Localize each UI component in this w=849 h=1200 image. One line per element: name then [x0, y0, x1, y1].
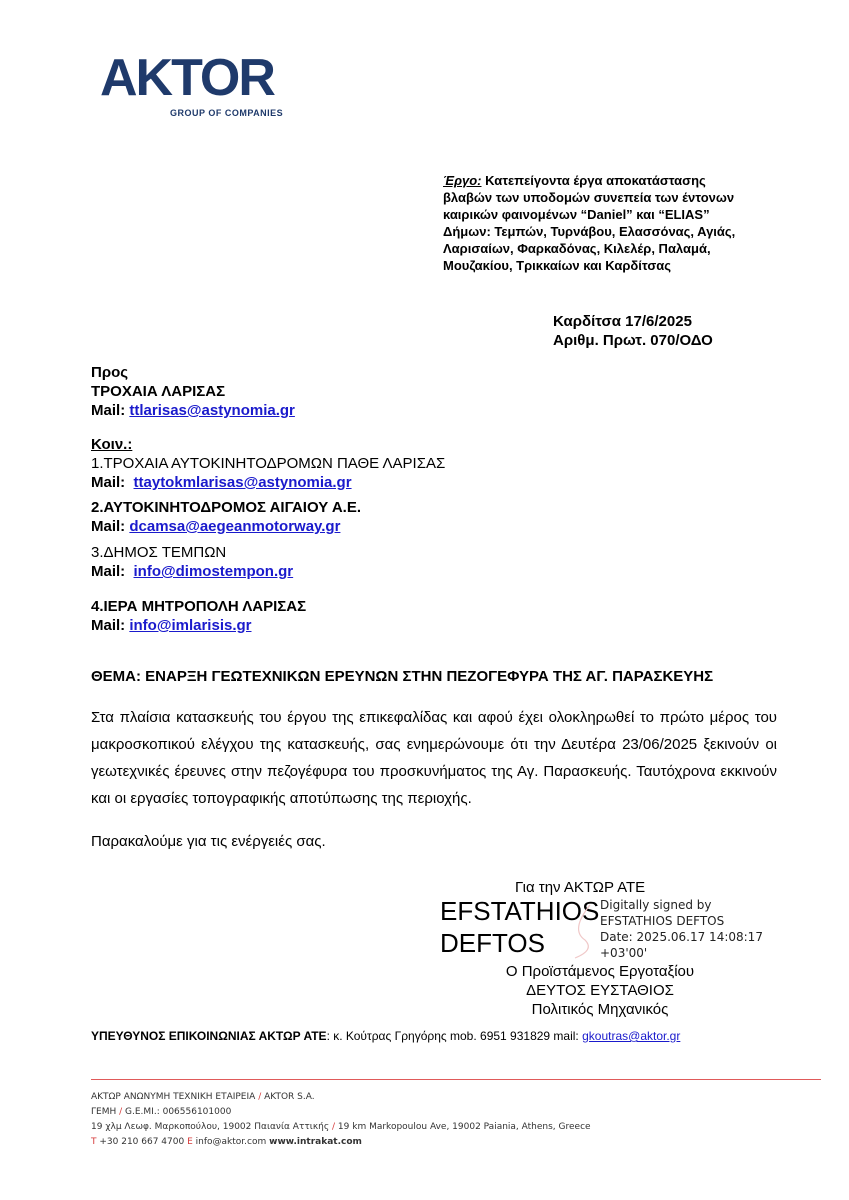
footer-divider — [91, 1079, 821, 1080]
cc-mail-link[interactable]: info@imlarisis.gr — [129, 617, 252, 634]
digital-signature-info — [600, 897, 763, 961]
signature-role-block — [500, 962, 700, 1019]
project-line: βλαβών των υποδομών συνεπεία των έντονων — [443, 190, 735, 205]
cc-mail-link[interactable]: dcamsa@aegeanmotorway.gr — [129, 518, 341, 535]
cc-name: 4.ΙΕΡΑ ΜΗΤΡΟΠΟΛΗ ΛΑΡΙΣΑΣ — [91, 598, 307, 615]
signature-role: Ο Προϊστάμενος Εργοταξίου — [505, 963, 695, 980]
body-text — [91, 704, 777, 812]
project-line: Μουζακίου, Τρικκαίων και Καρδίτσας — [443, 258, 672, 273]
signature-name-line: DEFTOS — [440, 928, 545, 958]
recipient-block: Προς ΤΡΟΧΑΙΑ ΛΑΡΙΣΑΣ Mail: ttlarisas@astynomia.gr — [91, 364, 295, 419]
cc-name: 1.ΤΡΟΧΑΙΑ ΑΥΤΟΚΙΝΗΤΟΔΡΟΜΩΝ ΠΑΘΕ ΛΑΡΙΣΑΣ — [91, 455, 446, 472]
company-logo — [100, 49, 290, 122]
contact-line — [91, 1029, 680, 1043]
cc-mail-link[interactable]: ttaytokmlarisas@astynomia.gr — [133, 474, 352, 491]
footer-address-gr: 19 χλμ Λεωφ. Μαρκοπούλου, 19002 Παιανία Αττικής — [91, 1122, 330, 1132]
mail-label: Mail: — [91, 617, 126, 634]
to-label: Προς — [91, 364, 129, 381]
contact-mail-link[interactable]: gkoutras@aktor.gr — [582, 1029, 681, 1043]
cc-name: 2.ΑΥΤΟΚΙΝΗΤΟΔΡΟΜΟΣ ΑΙΓΑΙΟΥ Α.Ε. — [91, 499, 362, 516]
signature-name-line: EFSTATHIOS — [440, 896, 600, 926]
mail-label: Mail: — [91, 518, 126, 535]
footer-company-en: AKTOR S.A. — [264, 1092, 315, 1102]
logo-tagline: GROUP OF COMPANIES — [170, 108, 284, 118]
cert-line: Digitally signed by — [600, 898, 712, 912]
protocol-number: Αριθμ. Πρωτ. 070/ΟΔΟ — [553, 332, 713, 349]
project-label: Έργο: — [443, 173, 482, 188]
signature-stroke-icon — [560, 900, 600, 960]
recipient-mail-link[interactable]: ttlarisas@astynomia.gr — [129, 402, 295, 419]
footer-gemi-en: G.E.MI.: 006556101000 — [125, 1107, 232, 1117]
cc-mail-link[interactable]: info@dimostempon.gr — [133, 563, 294, 580]
project-line: Δήμων: Τεμπών, Τυρνάβου, Ελασσόνας, Αγιάς, — [443, 224, 736, 239]
project-line: Κατεπείγοντα έργα αποκατάστασης — [485, 173, 706, 188]
signature-title: Πολιτικός Μηχανικός — [531, 1001, 669, 1018]
footer-gemi-gr: ΓΕΜΗ — [91, 1107, 117, 1117]
cc-block — [91, 498, 361, 536]
footer-address-en: 19 km Markopoulou Ave, 19002 Paiania, Athens, Greece — [337, 1122, 591, 1132]
signature-person: ΔΕΥΤΟΣ ΕΥΣΤΑΘΙΟΣ — [526, 982, 674, 999]
date-block — [553, 312, 713, 350]
project-line: Λαρισαίων, Φαρκαδόνας, Κιλελέρ, Παλαμά, — [443, 241, 711, 256]
footer-email: info@aktor.com — [195, 1137, 267, 1147]
footer-phone: +30 210 667 4700 — [99, 1137, 185, 1147]
contact-label: ΥΠΕΥΘΥΝΟΣ ΕΠΙΚΟΙΝΩΝΙΑΣ ΑΚΤΩΡ ΑΤΕ — [91, 1029, 327, 1043]
mail-label: Mail: — [91, 563, 126, 580]
request-text: Παρακαλούμε για τις ενέργειές σας. — [91, 833, 326, 850]
email-label: E — [187, 1137, 193, 1147]
footer: ΑΚΤΩΡ ΑΝΩΝΥΜΗ ΤΕΧΝΙΚΗ ΕΤΑΙΡΕΙΑ / AKTOR S.A. ΓΕΜΗ / G.E.MI.: 006556101000 19 χλμ Λεωφ. Μαρκοπούλου, 19002 Παιανία Αττικής / 19 km Markopoulou Ave, 19002 Paiania, Athens, Greece T +30 210 667 4700 E info@aktor.com www.intrakat.com — [91, 1092, 591, 1147]
cc-block — [91, 543, 293, 581]
footer-website[interactable]: www.intrakat.com — [269, 1137, 362, 1147]
cert-line: +03'00' — [600, 946, 648, 960]
cert-line: Date: 2025.06.17 14:08:17 — [600, 930, 763, 944]
signature-for: Για την ΑΚΤΩΡ ΑΤΕ — [515, 879, 646, 896]
project-block — [443, 172, 793, 274]
mail-label: Mail: — [91, 474, 126, 491]
place-date: Καρδίτσα 17/6/2025 — [553, 313, 692, 330]
cc-name: 3.ΔΗΜΟΣ ΤΕΜΠΩΝ — [91, 544, 227, 561]
recipient-name: ΤΡΟΧΑΙΑ ΛΑΡΙΣΑΣ — [91, 383, 226, 400]
cert-line: EFSTATHIOS DEFTOS — [600, 914, 725, 928]
cc-block — [91, 435, 445, 492]
phone-label: T — [91, 1137, 97, 1147]
project-line: καιρικών φαινομένων “Daniel” και “ELIAS” — [443, 207, 710, 222]
mail-label: Mail — [91, 402, 121, 419]
cc-block — [91, 597, 306, 635]
body-paragraph: Στα πλαίσια κατασκευής του έργου της επικεφαλίδας και αφού έχει ολοκληρωθεί το πρώτο μέρος του μακροσκοπικού ελέγχου της κατασκευής, σας ενημερώνουμε ότι την Δευτέρα 23/06/2025 ξεκινούν οι γεωτεχνικές έρευνες στην πεζογέφυρα του προσκυνήματος της Αγ. Παρασκευής. Ταυτόχρονα εκκινούν και οι εργασίες τοπογραφικής αποτύπωσης της περιοχής. — [91, 709, 777, 807]
cc-label: Κοιν.: — [91, 436, 133, 453]
contact-text: : κ. Κούτρας Γρηγόρης mob. 6951 931829 mail: — [326, 1029, 583, 1043]
logo-brand: AKTOR — [100, 49, 274, 107]
subject: ΘΕΜΑ: ΕΝΑΡΞΗ ΓΕΩΤΕΧΝΙΚΩΝ ΕΡΕΥΝΩΝ ΣΤΗΝ ΠΕΖΟΓΕΦΥΡΑ ΤΗΣ ΑΓ. ΠΑΡΑΣΚΕΥΗΣ — [91, 668, 714, 685]
footer-company-gr: ΑΚΤΩΡ ΑΝΩΝΥΜΗ ΤΕΧΝΙΚΗ ΕΤΑΙΡΕΙΑ — [91, 1092, 256, 1102]
